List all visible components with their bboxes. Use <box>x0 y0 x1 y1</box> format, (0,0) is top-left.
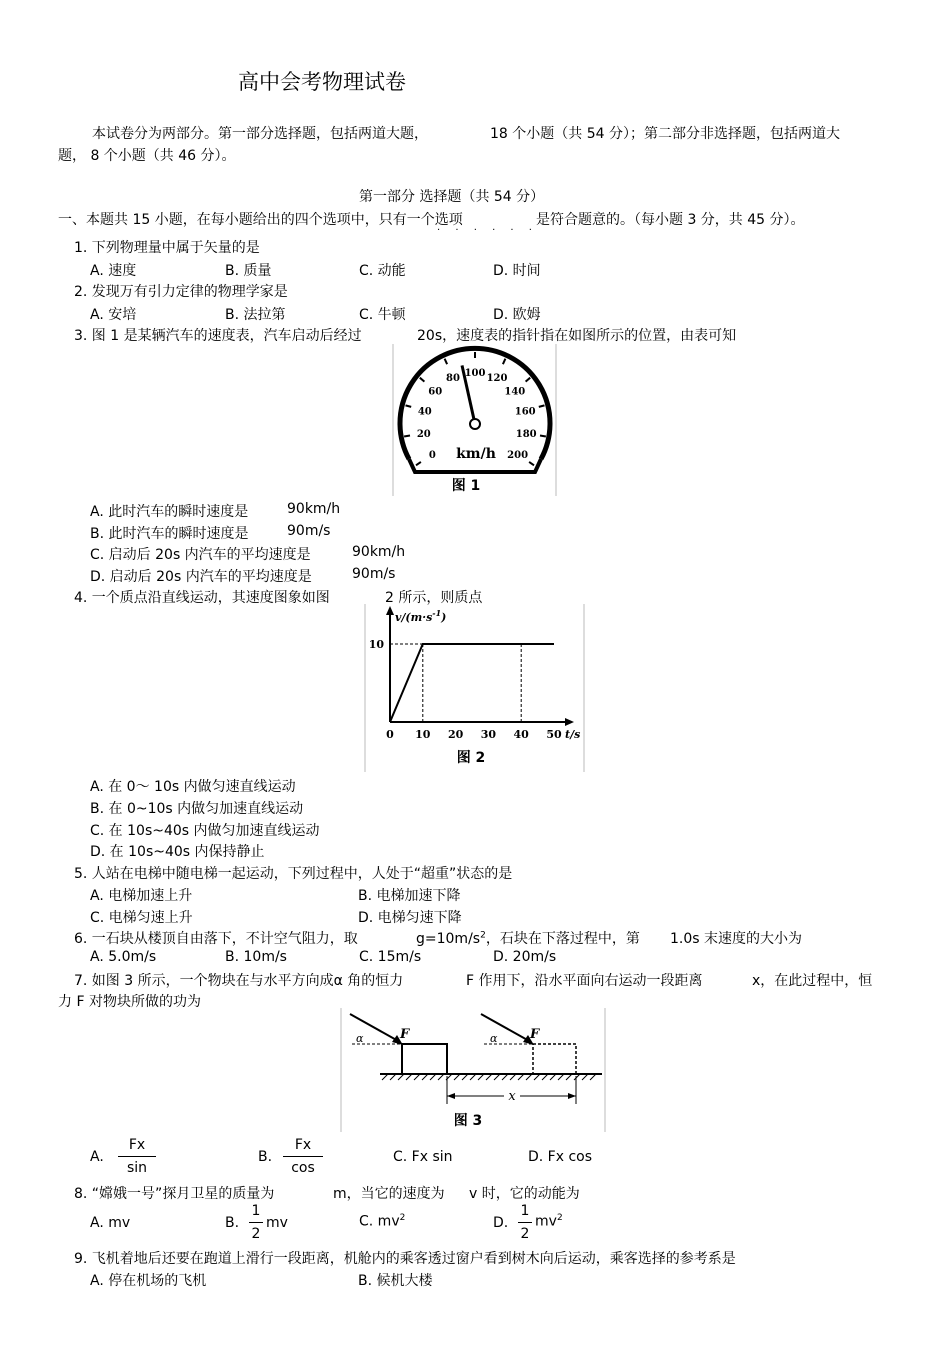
q7-stem-b: F 作用下，沿水平面向右运动一段距离 <box>466 973 703 989</box>
q8-option-c: C. $mv^2$ <box>359 1213 406 1230</box>
velocity-time-graph <box>364 604 586 772</box>
section1-instruction-b: 是符合题意的。（每小题 3 分，共 45 分）。 <box>536 212 805 228</box>
q7-option-c: C. Fx sin <box>393 1149 453 1165</box>
q3-option-a: A. 此时汽车的瞬时速度是 <box>90 504 249 520</box>
section1-instruction-a: 一、本题共 15 小题，在每小题给出的四个选项中，只有一个选项 <box>58 212 463 228</box>
block-force-figure <box>340 1008 606 1132</box>
x-tick-label: 0 <box>386 728 394 741</box>
q9-option-a: A. 停在机场的飞机 <box>90 1273 207 1289</box>
q3-option-b: B. 此时汽车的瞬时速度是 <box>90 526 249 542</box>
q5-option-d: D. 电梯匀速下降 <box>358 910 462 926</box>
q3-stem-b: 20s，速度表的指针指在如图所示的位置，由表可知 <box>417 328 737 344</box>
speedometer-tick-label: 80 <box>446 372 460 384</box>
intro-line1b: 18 个小题（共 54 分）；第二部分非选择题，包括两道大 <box>490 126 840 142</box>
q8-option-b-fraction: 1 2 <box>249 1203 263 1242</box>
q1-option-b: B. 质量 <box>225 263 272 279</box>
q3-option-c-value: 90km/h <box>352 544 406 560</box>
angle-label-end: α <box>490 1032 498 1045</box>
emphasis-dots: · · · · · · <box>437 225 538 236</box>
speedometer-tick <box>540 436 546 437</box>
q6-option-a: A. 5.0m/s <box>90 949 157 965</box>
q5-option-a: A. 电梯加速上升 <box>90 888 193 904</box>
figure3-caption: 图 3 <box>453 1113 483 1129</box>
q5-option-c: C. 电梯匀速上升 <box>90 910 193 926</box>
q6-option-b: B. 10m/s <box>225 949 287 965</box>
q4-option-b: B. 在 0~10s 内做匀加速直线运动 <box>90 801 304 817</box>
q7-stem-c: x，在此过程中，恒 <box>752 973 873 989</box>
figure1-caption: 图 1 <box>451 478 481 494</box>
speedometer-tick-label: 180 <box>515 429 537 440</box>
q8-stem-c: v 时，它的动能为 <box>469 1186 580 1202</box>
q7-option-a-fraction: Fx sin <box>118 1137 156 1176</box>
q8-option-b-rest: mv <box>266 1215 288 1231</box>
q4-option-c: C. 在 10s~40s 内做匀加速直线运动 <box>90 823 320 839</box>
force-arrow-end <box>481 1014 531 1042</box>
y-tick-label: 10 <box>368 638 384 651</box>
q4-stem-b: 2 所示，则质点 <box>385 590 483 606</box>
q5-stem: 5. 人站在电梯中随电梯一起运动，下列过程中，人处于“超重”状态的是 <box>74 866 513 882</box>
intro-line2: 题， 8 个小题（共 46 分）。 <box>58 148 236 164</box>
figure2-caption: 图 2 <box>456 750 486 766</box>
speedometer-figure <box>392 344 558 496</box>
q7-stem-d: 力 F 对物块所做的功为 <box>58 994 201 1010</box>
q9-option-b: B. 候机大楼 <box>358 1273 433 1289</box>
q2-option-d: D. 欧姆 <box>493 307 541 323</box>
q8-option-d-label: D. <box>493 1215 509 1231</box>
q8-stem-a: 8. “嫦娥一号”探月卫星的质量为 <box>74 1186 275 1202</box>
intro-line1a: 本试卷分为两部分。第一部分选择题，包括两道大题， <box>92 126 428 142</box>
speedometer-tick-label: 0 <box>428 449 436 461</box>
q7-option-b-fraction: Fx cos <box>283 1137 323 1176</box>
speedometer-tick-label: 120 <box>486 372 508 384</box>
q8-option-b-label: B. <box>225 1215 240 1231</box>
q4-option-d: D. 在 10s~40s 内保持静止 <box>90 844 265 860</box>
q4-option-a: A. 在 0～ 10s 内做匀速直线运动 <box>90 779 296 795</box>
q2-option-a: A. 安培 <box>90 307 137 323</box>
q8-option-d-rest: $mv^2$ <box>535 1213 563 1230</box>
q8-option-a: A. mv <box>90 1215 131 1231</box>
q3-option-a-value: 90km/h <box>287 501 341 517</box>
speedometer-tick <box>404 436 410 437</box>
y-axis-arrow <box>386 606 394 615</box>
q6-stem-d: 1.0s 末速度的大小为 <box>670 931 803 947</box>
q3-stem-a: 3. 图 1 是某辆汽车的速度表，汽车启动后经过 <box>74 328 362 344</box>
q6-option-c: C. 15m/s <box>359 949 422 965</box>
speedometer-tick-label: 60 <box>428 386 443 398</box>
q8-stem-b: m，当它的速度为 <box>333 1186 445 1202</box>
x-axis-label: t/s <box>565 728 581 741</box>
block-start <box>402 1044 447 1074</box>
q3-option-c: C. 启动后 20s 内汽车的平均速度是 <box>90 547 311 563</box>
part1-header: 第一部分 选择题（共 54 分） <box>359 189 545 205</box>
angle-label-start: α <box>356 1032 364 1045</box>
q3-option-b-value: 90m/s <box>287 523 331 539</box>
x-tick-label: 50 <box>546 728 562 741</box>
x-axis-arrow <box>565 718 574 726</box>
x-tick-label: 10 <box>415 728 431 741</box>
q8-option-d-fraction: 1 2 <box>518 1203 532 1242</box>
q2-option-b: B. 法拉第 <box>225 307 286 323</box>
q6-stem-b: $g=10m/s^2$，石块在下落过程中，第 <box>416 930 640 947</box>
x-tick-label: 30 <box>480 728 497 741</box>
y-axis-label: $v/(m\cdot s^{-1})$ <box>395 608 447 624</box>
q3-option-d-value: 90m/s <box>352 566 396 582</box>
q3-option-d: D. 启动后 20s 内汽车的平均速度是 <box>90 569 312 585</box>
q1-option-d: D. 时间 <box>493 263 541 279</box>
q5-option-b: B. 电梯加速下降 <box>358 888 461 904</box>
q1-option-c: C. 动能 <box>359 263 406 279</box>
velocity-series-line <box>390 644 554 722</box>
x-tick-label: 20 <box>447 728 464 741</box>
q7-stem-a: 7. 如图 3 所示，一个物块在与水平方向成α 角的恒力 <box>74 973 404 989</box>
q7-option-b-label: B. <box>258 1149 273 1165</box>
q1-stem: 1. 下列物理量中属于矢量的是 <box>74 240 260 256</box>
page-title: 高中会考物理试卷 <box>238 70 406 94</box>
q6-option-d: D. 20m/s <box>493 949 557 965</box>
speedometer-tick-label: 200 <box>507 449 529 461</box>
q7-option-a-label: A. <box>90 1149 104 1165</box>
speedometer-tick-label: 140 <box>504 386 526 398</box>
distance-label: x <box>508 1089 516 1104</box>
speedometer-tick-label: 100 <box>464 368 486 379</box>
q9-stem: 9. 飞机着地后还要在跑道上滑行一段距离，机舱内的乘客透过窗户看到树木向后运动，乘客选择的参考系是 <box>74 1251 736 1267</box>
q2-option-c: C. 牛顿 <box>359 307 406 323</box>
force-label-start: F <box>400 1027 410 1042</box>
speedometer-tick-label: 160 <box>514 406 536 418</box>
x-tick-label: 40 <box>513 728 529 741</box>
q2-stem: 2. 发现万有引力定律的物理学家是 <box>74 284 288 300</box>
block-end <box>533 1044 576 1074</box>
speedometer-unit: km/h <box>456 446 496 462</box>
force-label-end: F <box>530 1027 540 1042</box>
q7-option-d: D. Fx cos <box>528 1149 593 1165</box>
speedometer-tick-label: 20 <box>416 429 431 440</box>
q6-stem-a: 6. 一石块从楼顶自由落下，不计空气阻力，取 <box>74 931 358 947</box>
q1-option-a: A. 速度 <box>90 263 137 279</box>
q4-stem-a: 4. 一个质点沿直线运动，其速度图象如图 <box>74 590 330 606</box>
speedometer-tick-label: 40 <box>417 406 432 418</box>
